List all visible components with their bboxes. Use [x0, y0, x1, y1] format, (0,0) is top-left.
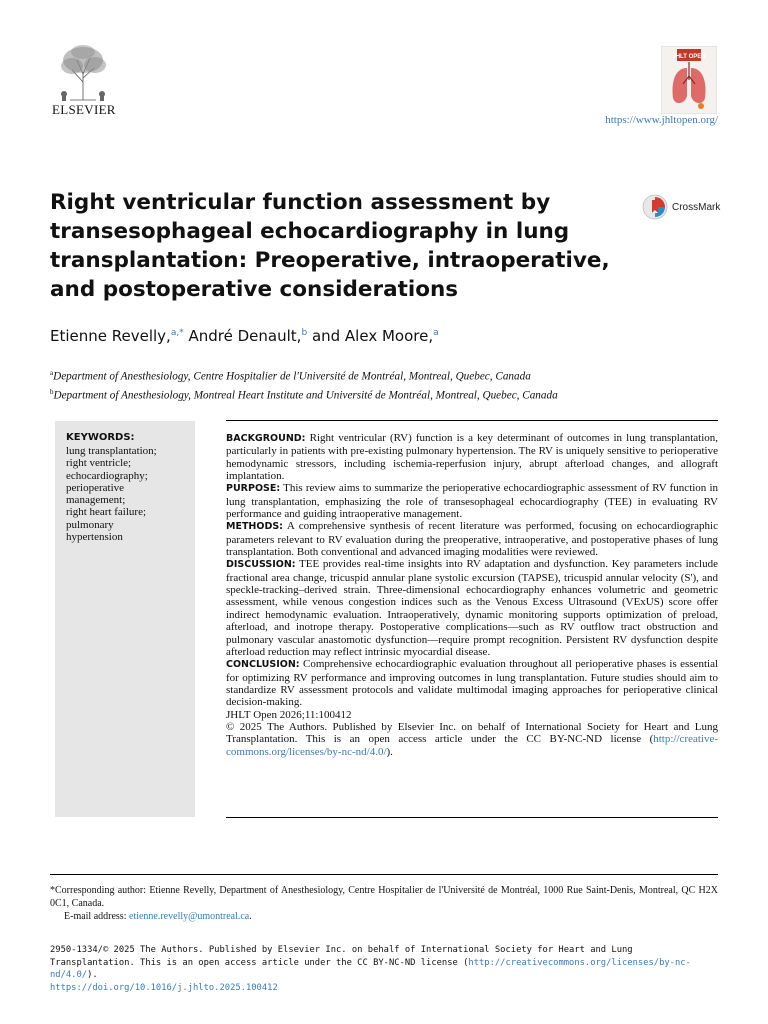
cover-label: JHLT OPEN — [672, 54, 706, 60]
doi-link[interactable]: https://doi.org/10.1016/j.jhlto.2025.100412 — [50, 983, 278, 994]
keyword-item: management; — [66, 494, 126, 507]
author-list — [50, 327, 439, 345]
journal-cover — [661, 46, 717, 114]
bottom-license-link[interactable]: http://creativecommons.org/licenses/by-nc-nd/4.0/ — [50, 957, 691, 981]
corresponding-author-note: *Corresponding author: Etienne Revelly, Department of Anesthesiology, Centre Hospitalier de l'Université de Montréal, 1000 Rue Saint-Denis, Montreal, QC H2X 0C1, Canada. — [50, 885, 718, 909]
keywords-panel — [55, 421, 195, 817]
abstract-methods: METHODS: A comprehensive synthesis of recent literature was performed, focusing on echocardiographic parameters relevant to RV evaluation during the preoperative, intraoperative, and postoperative phases of lung transplantation. Both conventional and advanced imaging modalities were reviewed. — [226, 520, 718, 559]
section-heading: DISCUSSION: — [226, 559, 296, 571]
page-copyright: 2950-1334/© 2025 The Authors. Published by Elsevier Inc. on behalf of International Society for Heart and Lung Transplantation. This is an open access article under the CC BY-NC-ND license (http://creativecommons.org/licenses/by-nc-nd/4.0/). https://doi.org/10.1016/j.jhlto.2025.100412 — [50, 945, 691, 994]
author-affil-marker[interactable]: b — [301, 328, 308, 338]
article-title: Right ventricular function assessment by transesophageal echocardiography in lung transplantation: Preoperative, intraoperative, and postoperative considerations — [50, 190, 610, 302]
email-line: E-mail address: etienne.revelly@umontreal.ca. — [64, 911, 252, 922]
abstract-bottom-rule — [226, 817, 718, 818]
elsevier-logo — [52, 42, 114, 118]
section-heading: PURPOSE: — [226, 483, 281, 495]
keyword-item: right ventricle; — [66, 457, 132, 470]
crossmark-badge[interactable] — [642, 194, 720, 220]
journal-citation: JHLT Open 2026;11:100412 — [226, 708, 352, 721]
abstract — [226, 432, 718, 758]
crossmark-label: CrossMark — [672, 201, 721, 213]
footnote-rule — [50, 874, 718, 875]
keyword-item: perioperative — [66, 481, 125, 494]
section-heading: BACKGROUND: — [226, 433, 306, 444]
affiliation-list — [50, 366, 558, 403]
keyword-item: hypertension — [66, 531, 123, 544]
section-heading: CONCLUSION: — [226, 659, 300, 671]
abstract-discussion: DISCUSSION: TEE provides real-time insights into RV adaptation and dysfunction. Key parameters include fractional area change, tricuspid annular plane systolic excursion (TAPSE), tricuspid annular velocity (S'), and speckle-tracking–derived strain. Three-dimensional echocardiography enhances volumetric and geometric assessment, while venous congestion indices such as the Venous Excess Ultrasound (VExUS) score offer indirect hemodynamic evaluation. Intraoperatively, dynamic monitoring supports optimization of preload, afterload, and inotrope therapy. Postoperative complications—such as RV outflow tract obstruction and pulmonary vascular anastomotic dysfunction—require prompt recognition. Persistent RV dysfunction despite afterload reduction may reflect intrinsic myocardial disease. — [226, 558, 718, 658]
author-affil-marker[interactable]: a — [433, 328, 439, 338]
keyword-item: right heart failure; — [66, 506, 147, 519]
author-name: André Denault, — [188, 327, 302, 345]
abstract-conclusion: CONCLUSION: Comprehensive echocardiographic evaluation throughout all perioperative phases is essential for optimizing RV performance and improving outcomes in lung transplantation. Future studies should aim to standardize RV assessment protocols and validate multimodal imaging approaches for perioperative clinical decision-making. — [226, 658, 719, 709]
affiliation-item: $^a$Department of Anesthesiology, Centre Hospitalier de l'Université de Montréal, Montreal, Quebec, Canada — [50, 369, 531, 383]
abstract-top-rule — [226, 420, 718, 421]
keyword-item: lung transplantation; — [66, 445, 157, 457]
journal-cover-lungs-icon — [661, 46, 717, 114]
abstract-background: BACKGROUND: Right ventricular (RV) function is a key determinant of outcomes in lung transplantation, particularly in patients with pre-existing pulmonary hypertension. The RV is uniquely sensitive to perioperative hemodynamic stressors, including ischemia-reperfusion injury, abrupt afterload changes, and allograft implantation. — [226, 432, 719, 483]
abstract-purpose: PURPOSE: This review aims to summarize the perioperative echocardiographic assessment of RV function in lung transplantation, emphasizing the role of transesophageal echocardiography (TEE) in evaluating RV performance and guiding intraoperative management. — [226, 482, 718, 521]
author-affil-marker[interactable]: a,* — [170, 328, 184, 338]
abstract-copyright: © 2025 The Authors. Published by Elsevier Inc. on behalf of International Society for Heart and Lung Transplantation. This is an open access article under the CC BY-NC-ND license (http://creative-commons.org/licenses/by-nc-nd/4.0/). — [226, 720, 718, 758]
author-name: and Alex Moore, — [311, 327, 434, 345]
license-link[interactable]: http://creative-commons.org/licenses/by-nc-nd/4.0/ — [226, 733, 718, 758]
keyword-item: echocardiography; — [66, 469, 148, 482]
affiliation-item: $^b$Department of Anesthesiology, Montreal Heart Institute and Université de Montréal, Montreal, Quebec, Canada — [50, 387, 558, 402]
elsevier-tree-icon — [52, 42, 114, 102]
keywords-heading: KEYWORDS: — [66, 432, 135, 443]
section-heading: METHODS: — [226, 521, 283, 533]
crossmark-icon — [642, 194, 668, 220]
publisher-name: ELSEVIER — [52, 102, 116, 117]
corresponding-footnote — [50, 884, 718, 923]
keyword-item: pulmonary — [66, 518, 114, 531]
email-link[interactable]: etienne.revelly@umontreal.ca — [128, 911, 250, 922]
journal-url-link[interactable]: https://www.jhltopen.org/ — [605, 114, 718, 126]
author-name: Etienne Revelly, — [50, 327, 171, 345]
